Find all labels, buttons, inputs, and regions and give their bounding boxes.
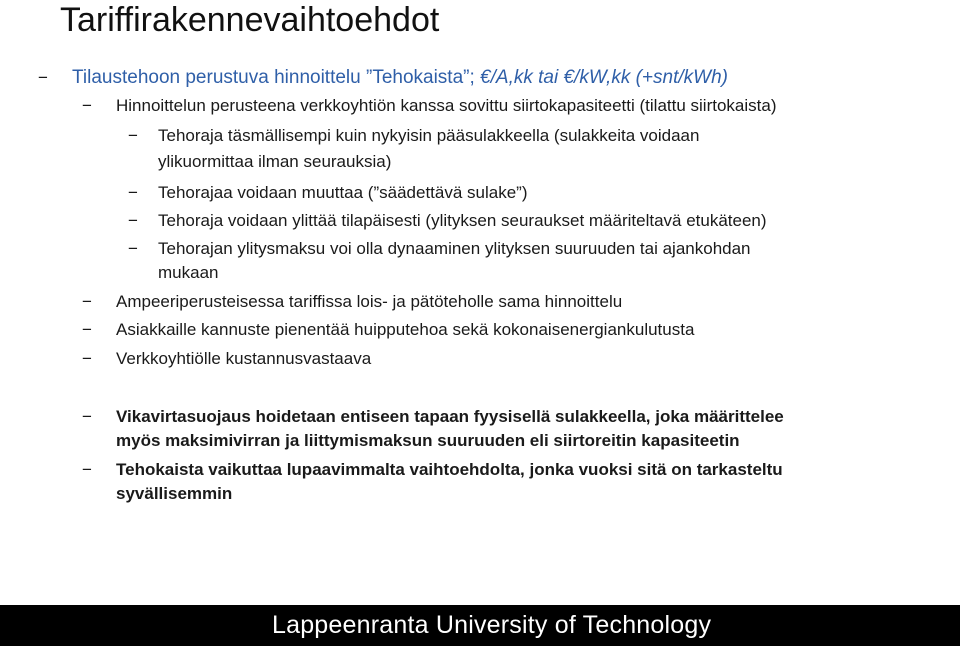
list-item: Asiakkaille kannuste pienentää huipputehoa sekä kokonaisenergiankulutusta — [116, 320, 695, 339]
level1-bullet — [72, 67, 728, 89]
bullet-dash: − — [128, 239, 138, 258]
list-item: Verkkoyhtiölle kustannusvastaava — [116, 349, 372, 368]
list-item-bold: Vikavirtasuojaus hoidetaan entiseen tapaan fyysisellä sulakkeella, joka määrittelee — [116, 407, 784, 426]
slide-title: Tariffirakennevaihtoehdot — [60, 1, 440, 39]
list-item-bold-continuation: syvällisemmin — [116, 484, 233, 503]
list-item-bold: Tehokaista vaikuttaa lupaavimmalta vaihtoehdolta, jonka vuoksi sitä on tarkasteltu — [116, 460, 783, 479]
footer-bar — [0, 605, 960, 646]
bullet-dash: − — [82, 407, 92, 426]
bullet-dash: − — [128, 183, 138, 202]
list-item: Tehoraja täsmällisempi kuin nykyisin pääsulakkeella (sulakkeita voidaan — [158, 126, 700, 145]
bullet-dash: − — [128, 126, 138, 145]
bullet-dash: − — [82, 320, 92, 339]
bullet-dash: − — [82, 460, 92, 479]
list-item: Hinnoittelun perusteena verkkoyhtiön kanssa sovittu siirtokapasiteetti (tilattu siirtokaista) — [116, 96, 777, 115]
list-item-bold-continuation: myös maksimivirran ja liittymismaksun suuruuden eli siirtoreitin kapasiteetin — [116, 431, 740, 450]
list-item: Ampeeriperusteisessa tariffissa lois- ja pätöteholle sama hinnoittelu — [116, 292, 623, 311]
bullet-dash: − — [38, 68, 48, 87]
bullet-dash: − — [128, 211, 138, 230]
level1-emphasis: €/A,kk tai €/kW,kk (+snt/kWh) — [480, 67, 728, 88]
bullet-dash: − — [82, 96, 92, 115]
list-item-continuation: mukaan — [158, 263, 219, 282]
level1-prefix: Tilaustehoon perustuva hinnoittelu ”Tehokaista”; — [72, 67, 481, 88]
list-item: Tehorajan ylitysmaksu voi olla dynaaminen ylityksen suuruuden tai ajankohdan — [158, 239, 751, 258]
list-item: Tehorajaa voidaan muuttaa (”säädettävä sulake”) — [158, 183, 528, 202]
university-name: Lappeenranta University of Technology — [272, 611, 712, 639]
list-item-continuation: ylikuormittaa ilman seurauksia) — [158, 152, 392, 171]
bullet-dash: − — [82, 349, 92, 368]
bullet-dash: − — [82, 292, 92, 311]
list-item: Tehoraja voidaan ylittää tilapäisesti (ylityksen seuraukset määriteltavä etukäteen) — [158, 211, 767, 230]
